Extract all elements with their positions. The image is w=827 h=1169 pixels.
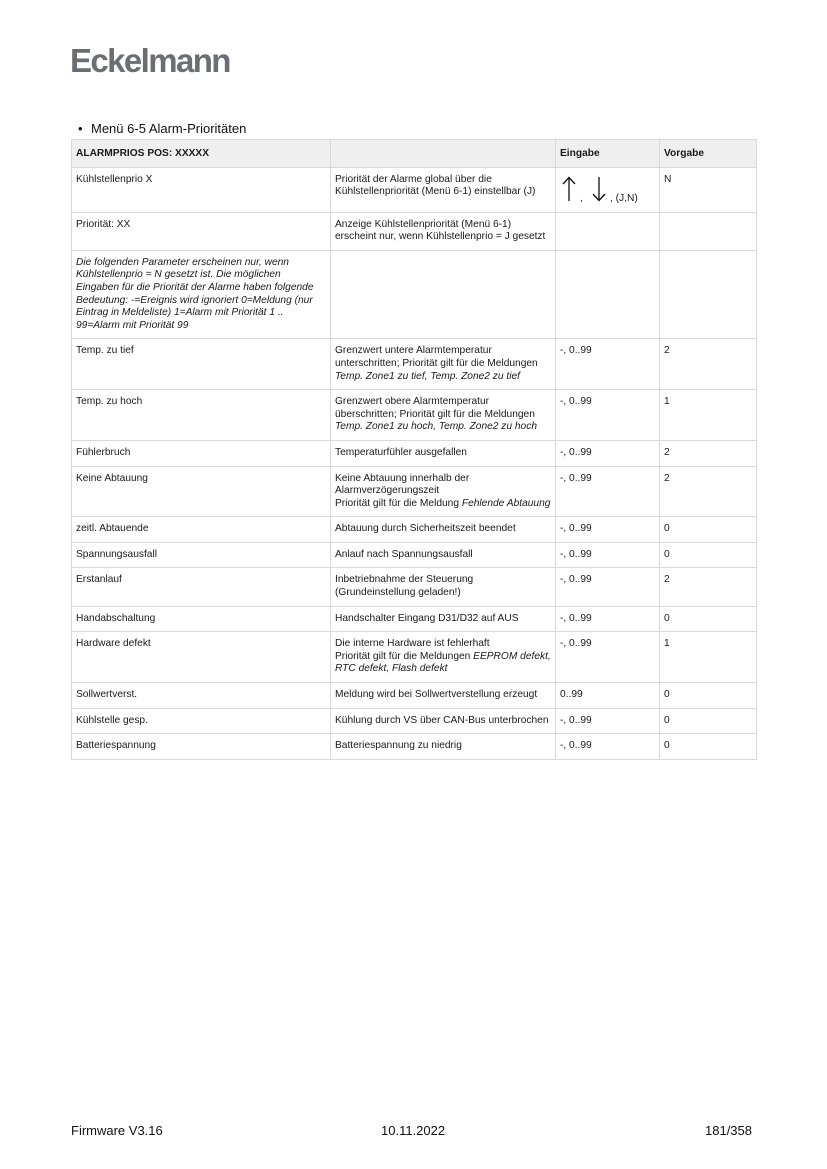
- message-names: Temp. Zone1 zu hoch, Temp. Zone2 zu hoch: [335, 421, 537, 433]
- table-row: [72, 250, 757, 339]
- footer-date: 10.11.2022: [381, 1123, 446, 1138]
- header-eingabe: Eingabe: [556, 140, 660, 168]
- param-vorgabe: 0: [660, 734, 757, 760]
- param-vorgabe: 0: [660, 517, 757, 543]
- param-description: [331, 632, 556, 683]
- priority-note: Die folgenden Parameter erscheinen nur, wenn Kühlstellenprio = N gesetzt ist. Die möglichen Eingaben für die Priorität der Alarme haben folgende Bedeutung: -=Ereignis wird ignoriert 0=Meldung (nur Eintrag in Meldeliste) 1=Alarm mit Priorität 1 .. 99=Alarm mit Priorität 99: [72, 250, 331, 339]
- description-text: Keine Abtauung innerhalb der Alarmverzögerungszeit: [335, 472, 470, 497]
- table-row: [72, 632, 757, 683]
- eingabe-options: , (J,N): [610, 192, 638, 204]
- footer-firmware: Firmware V3.16: [71, 1123, 163, 1138]
- param-vorgabe: 2: [660, 568, 757, 606]
- param-name: zeitl. Abtauende: [72, 517, 331, 543]
- param-description: Kühlung durch VS über CAN-Bus unterbrochen: [331, 708, 556, 734]
- description-text: Die interne Hardware ist fehlerhaft: [335, 638, 490, 650]
- table-row: [72, 339, 757, 390]
- description-text: Priorität gilt für die Meldungen: [335, 650, 474, 662]
- table-row: [72, 708, 757, 734]
- param-vorgabe: [660, 250, 757, 339]
- param-eingabe: [556, 250, 660, 339]
- param-description: [331, 466, 556, 517]
- param-vorgabe: 0: [660, 542, 757, 568]
- param-eingabe: -, 0..99: [556, 632, 660, 683]
- description-text: Grenzwert untere Alarmtemperatur unterschritten; Priorität gilt für die Meldungen: [335, 345, 538, 369]
- header-parameter: ALARMPRIOS POS: XXXXX: [72, 140, 331, 168]
- param-vorgabe: 0: [660, 683, 757, 709]
- param-name: Hardware defekt: [72, 632, 331, 683]
- param-name: Batteriespannung: [72, 734, 331, 760]
- table-row: [72, 212, 757, 250]
- param-eingabe: -, 0..99: [556, 466, 660, 517]
- description-text: Grenzwert obere Alarmtemperatur überschritten; Priorität gilt für die Meldungen: [335, 396, 535, 420]
- param-name: Handabschaltung: [72, 606, 331, 632]
- table-row: [72, 440, 757, 466]
- table-header-row: [72, 140, 757, 168]
- param-eingabe: 0..99: [556, 683, 660, 709]
- table-row: [72, 734, 757, 760]
- param-vorgabe: 1: [660, 390, 757, 441]
- param-description: Priorität der Alarme global über die Kühlstellenpriorität (Menü 6-1) einstellbar (J): [331, 167, 556, 212]
- param-name: Priorität: XX: [72, 212, 331, 250]
- param-description: Temperaturfühler ausgefallen: [331, 440, 556, 466]
- table-row: [72, 466, 757, 517]
- param-description: Abtauung durch Sicherheitszeit beendet: [331, 517, 556, 543]
- eckelmann-logo: Eckelmann: [70, 42, 230, 79]
- message-names: EEPROM defekt, RTC defekt, Flash defekt: [335, 650, 551, 675]
- table-row: [72, 167, 757, 212]
- param-eingabe: -, 0..99: [556, 542, 660, 568]
- param-eingabe: -, 0..99: [556, 517, 660, 543]
- table-row: [72, 517, 757, 543]
- param-name: Spannungsausfall: [72, 542, 331, 568]
- param-vorgabe: 2: [660, 466, 757, 517]
- arrow-separator: ,: [580, 192, 583, 204]
- param-eingabe: -, 0..99: [556, 440, 660, 466]
- param-eingabe: -, 0..99: [556, 708, 660, 734]
- param-name: Fühlerbruch: [72, 440, 331, 466]
- section-title: Menü 6-5 Alarm-Prioritäten: [91, 121, 247, 136]
- param-vorgabe: 2: [660, 339, 757, 390]
- param-description: Anlauf nach Spannungsausfall: [331, 542, 556, 568]
- param-eingabe: -, 0..99: [556, 339, 660, 390]
- param-name: Temp. zu tief: [72, 339, 331, 390]
- param-vorgabe: [660, 212, 757, 250]
- table-row: [72, 390, 757, 441]
- param-vorgabe: 0: [660, 606, 757, 632]
- param-description: Inbetriebnahme der Steuerung (Grundeinstellung geladen!): [331, 568, 556, 606]
- param-eingabe: -, 0..99: [556, 568, 660, 606]
- param-vorgabe: 2: [660, 440, 757, 466]
- alarm-priorities-table: [71, 139, 757, 760]
- table-row: [72, 542, 757, 568]
- param-name: Keine Abtauung: [72, 466, 331, 517]
- bullet: •: [78, 121, 83, 136]
- param-name: Sollwertverst.: [72, 683, 331, 709]
- table-row: [72, 568, 757, 606]
- param-description: [331, 390, 556, 441]
- param-name: Kühlstelle gesp.: [72, 708, 331, 734]
- param-name: Temp. zu hoch: [72, 390, 331, 441]
- param-description: Anzeige Kühlstellenpriorität (Menü 6-1) erscheint nur, wenn Kühlstellenprio = J gesetzt: [331, 212, 556, 250]
- table-row: [72, 606, 757, 632]
- section-heading: [78, 121, 246, 136]
- param-description: [331, 339, 556, 390]
- param-description: [331, 250, 556, 339]
- header-description: [331, 140, 556, 168]
- param-eingabe: [556, 167, 660, 212]
- message-names: Fehlende Abtauung: [461, 497, 551, 509]
- param-eingabe: -, 0..99: [556, 734, 660, 760]
- param-name: Kühlstellenprio X: [72, 167, 331, 212]
- message-names: Temp. Zone1 zu tief, Temp. Zone2 zu tief: [335, 370, 520, 382]
- header-vorgabe: Vorgabe: [660, 140, 757, 168]
- param-description: Handschalter Eingang D31/D32 auf AUS: [331, 606, 556, 632]
- footer-page-number: 181/358: [705, 1123, 752, 1138]
- table-row: [72, 683, 757, 709]
- param-vorgabe: N: [660, 167, 757, 212]
- arrow-up-icon: [562, 176, 576, 202]
- param-eingabe: -, 0..99: [556, 606, 660, 632]
- description-text: Priorität gilt für die Meldung: [335, 497, 462, 509]
- param-vorgabe: 0: [660, 708, 757, 734]
- param-description: Batteriespannung zu niedrig: [331, 734, 556, 760]
- param-name: Erstanlauf: [72, 568, 331, 606]
- arrow-down-icon: [592, 176, 606, 202]
- param-eingabe: -, 0..99: [556, 390, 660, 441]
- param-description: Meldung wird bei Sollwertverstellung erzeugt: [331, 683, 556, 709]
- param-vorgabe: 1: [660, 632, 757, 683]
- param-eingabe: [556, 212, 660, 250]
